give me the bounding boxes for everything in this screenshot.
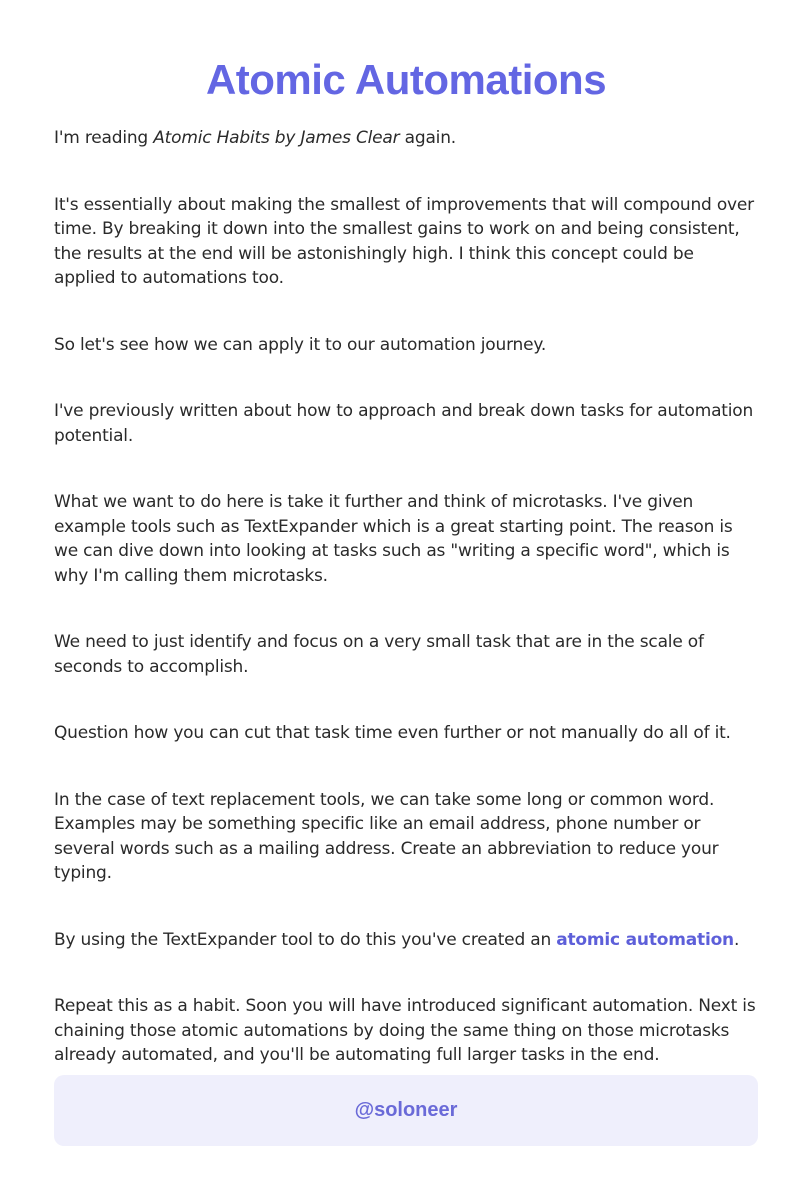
highlight-atomic-automation: atomic automation — [556, 929, 734, 950]
paragraph-6: We need to just identify and focus on a very small task that are in the scale of seconds to accomplish. — [54, 632, 704, 677]
paragraph-2: It's essentially about making the smallest of improvements that will compound over time. By breaking it down into the smallest gains to work on and being consistent, the results at the end will be astonishingly high. I think this concept could be applied to automations too. — [54, 194, 754, 288]
article-body — [54, 126, 758, 1068]
paragraph-3: So let's see how we can apply it to our automation journey. — [54, 334, 547, 355]
book-title: Atomic Habits by James Clear — [153, 128, 400, 148]
paragraph-8: In the case of text replacement tools, we can take some long or common word. Examples may be something specific like an email address, phone number or several words such as a mailing address. Create an abbreviation to reduce your typing. — [54, 789, 719, 883]
paragraph-9-before: By using the TextExpander tool to do this you've created an — [54, 929, 557, 950]
paragraph-9-after: . — [733, 929, 740, 950]
paragraph-1-after: again. — [399, 128, 456, 148]
paragraph-9 — [54, 928, 758, 953]
paragraph-5: What we want to do here is take it further and think of microtasks. I've given example tools such as TextExpander which is a great starting point. The reason is we can dive down into looking at tasks such as "writing a specific word", which is why I'm calling them microtasks. — [54, 492, 733, 586]
paragraph-7: Question how you can cut that task time even further or not manually do all of it. — [54, 723, 731, 743]
author-handle: @soloneer — [354, 1099, 458, 1121]
page-title: Atomic Automations — [205, 56, 607, 103]
paragraph-4: I've previously written about how to approach and break down tasks for automation potential. — [54, 401, 754, 446]
paragraph-1 — [54, 126, 758, 151]
article — [54, 0, 758, 1110]
paragraph-1-before: I'm reading — [54, 128, 154, 148]
paragraph-10: Repeat this as a habit. Soon you will have introduced significant automation. Next is chaining those atomic automations by doing the same thing on those microtasks already automated, and you'll be automating full larger tasks in the end. — [54, 996, 756, 1065]
footer-card — [54, 1075, 758, 1146]
